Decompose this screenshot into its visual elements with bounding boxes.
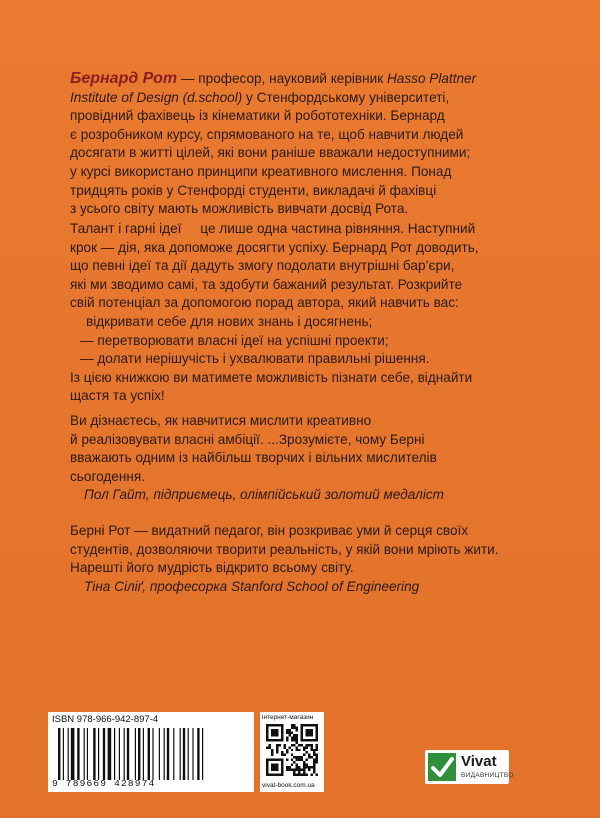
review-quote-1 <box>70 412 550 505</box>
bio-line: є розробником курсу, спрямованого на те, щоб навчити людей <box>70 126 464 142</box>
bio-line: з усього світу мають можливість вивчати досвід Рота. <box>70 201 409 217</box>
check-swoosh-icon <box>428 753 456 781</box>
publisher-sub: ВИДАВНИЦТВО <box>461 772 514 779</box>
author-bio <box>70 70 550 219</box>
quote-line: Нарешті його мудрість відкрито всьому світу. <box>70 560 354 576</box>
bullet-item: — долати нерішучість і ухвалювати правильні рішення. <box>80 351 430 367</box>
qr-block <box>260 712 324 792</box>
bio-line: тридцять років у Стенфорді студенти, викладачі й фахівці <box>70 182 437 198</box>
desc-line: Талант і гарні ідеї це лише одна частина рівняння. Наступний <box>70 221 476 236</box>
quote-line: сьогодення. <box>70 468 146 484</box>
desc-line: щастя та успіх! <box>70 388 165 404</box>
review-quote-2 <box>70 522 550 596</box>
desc-line: свій потенціал за допомогою порад автора, який навчить вас: <box>70 295 459 311</box>
quote-line: Берні Рот — видатний педагог, він розкриває уми й серця своїх <box>70 523 469 538</box>
publisher-logo <box>425 750 514 784</box>
quote-line: студентів, дозволяючи творити реальність, у якій вони мріють жити. <box>70 541 499 557</box>
book-description <box>70 220 550 406</box>
bio-line: провідний фахівець із кінематики й робототехніки. Бернард <box>70 108 445 124</box>
bullet-item: відкривати себе для нових знань і досягнень; <box>86 313 373 329</box>
bio-line-2: Institute of Design (d.school) у Стенфордському університеті, <box>70 89 450 105</box>
bio-line-1: Бернард Рот — професор, науковий керівник Hasso Plattner <box>70 70 477 87</box>
desc-line: Із цією книжкою ви матимете можливість пізнати себе, віднайти <box>70 369 473 385</box>
bio-line: досягати в житті цілей, які вони раніше вважали недоступними; <box>70 145 471 161</box>
qr-code[interactable] <box>266 724 318 776</box>
desc-line: які ми зводимо самі, та здобути бажаний результат. Розкрийте <box>70 276 463 292</box>
author-name: Бернард Рот <box>70 70 178 87</box>
barcode-bars <box>58 728 248 780</box>
qr-label: інтернет-магазин <box>262 714 314 721</box>
qr-url: vivat-book.com.ua <box>262 782 315 789</box>
isbn-text: ISBN 978-966-942-897-4 <box>52 714 159 725</box>
quote-attribution: Пол Гайт, підприємець, олімпійський золотий медаліст <box>84 487 444 503</box>
bullet-item: — перетворювати власні ідеї на успішні проекти; <box>80 332 389 348</box>
desc-line: що певні ідеї та дії дадуть змогу подолати внутрішні бар’єри, <box>70 258 455 274</box>
publisher-mark-icon <box>428 753 456 781</box>
quote-line: Ви дізнаєтесь, як навчитися мислити креативно <box>70 413 372 428</box>
barcode-digits: 9 789669 428974 <box>52 778 156 789</box>
isbn-barcode <box>48 712 254 792</box>
quote-attribution: Тіна Сіліґ, професорка Stanford School of Engineering <box>84 578 420 594</box>
publisher-name: Vivat <box>461 753 497 770</box>
quote-line: вважають одним із найбільш творчих і вільних мислителів <box>70 450 437 466</box>
quote-line: й реалізовувати власні амбіції. ...Зрозумієте, чому Берні <box>70 431 425 447</box>
bio-line: у курсі використано принципи креативного мислення. Понад <box>70 163 452 179</box>
desc-line: крок — дія, яка допоможе досягти успіху. Бернард Рот доводить, <box>70 239 479 255</box>
